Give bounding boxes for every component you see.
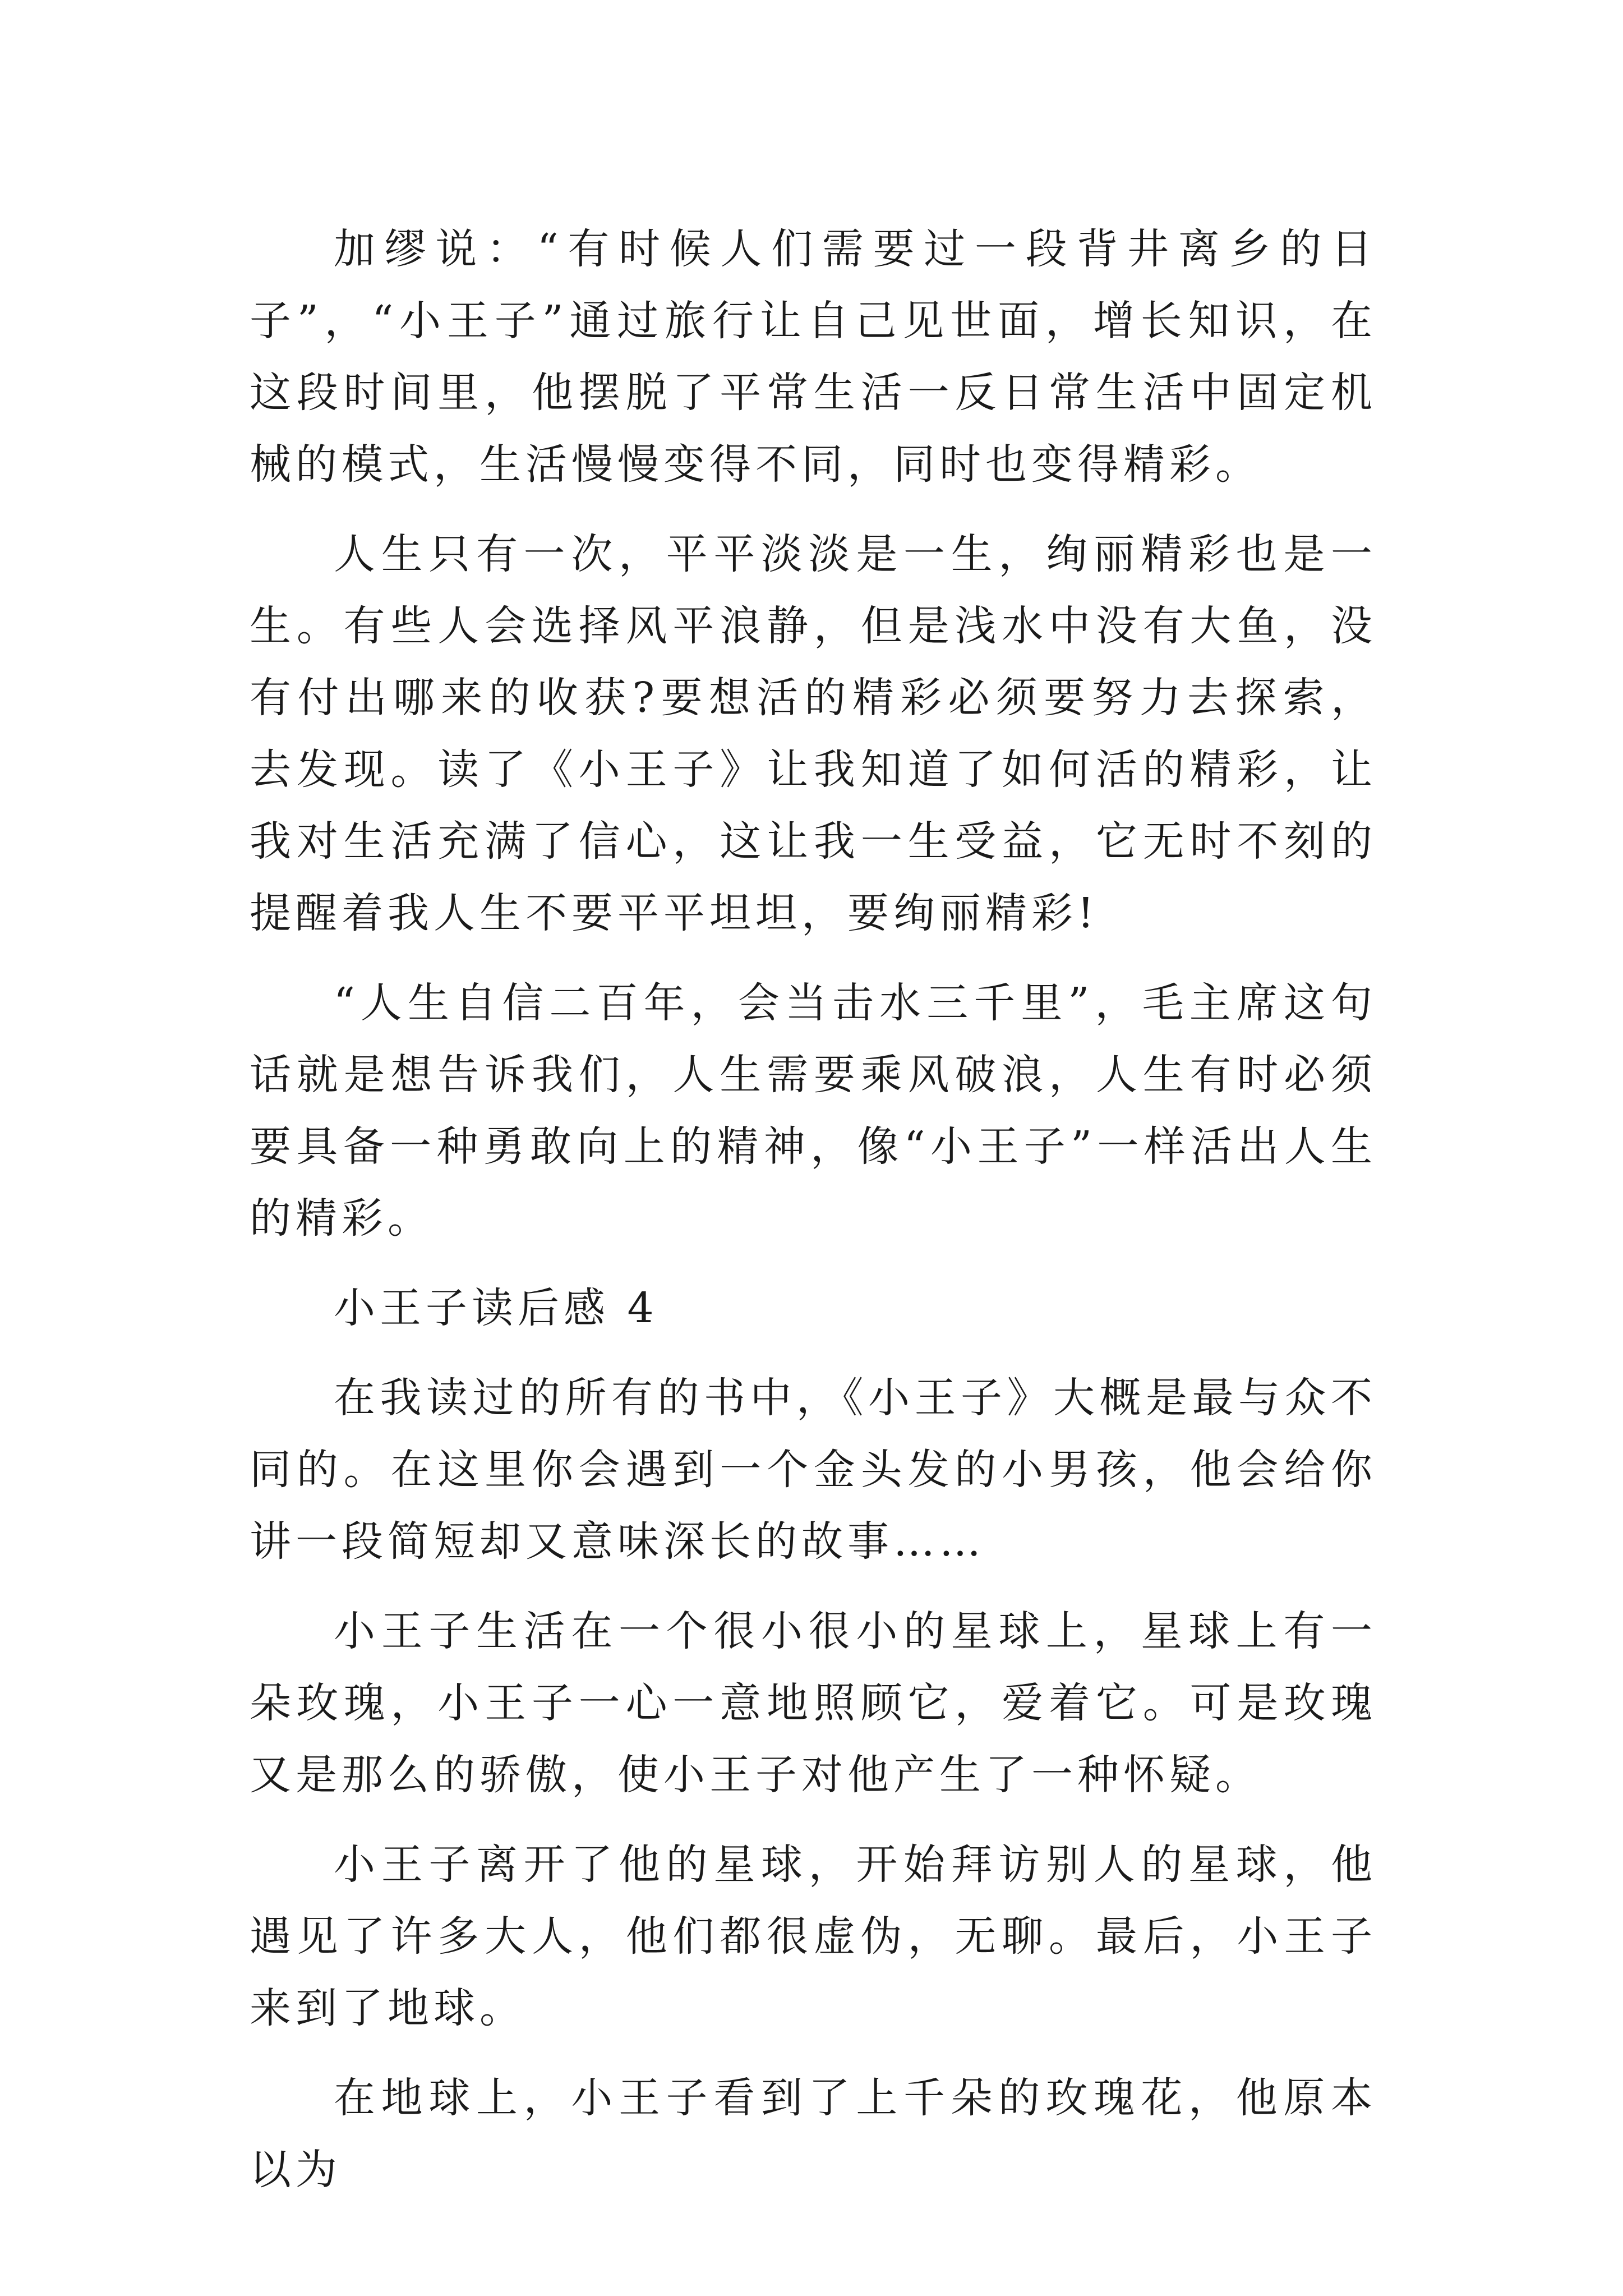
paragraph: 加缪说：“有时候人们需要过一段背井离乡的日子”，“小王子”通过旅行让自己见世面，增长知识，在这段时间里，他摆脱了平常生活一反日常生活中固定机械的模式，生活慢慢变得不同，同时也变得精彩。	[250, 225, 1377, 489]
paragraph: 在我读过的所有的书中，《小王子》大概是最与众不同的。在这里你会遇到一个金头发的小男孩，他会给你讲一段简短却又意味深长的故事……	[250, 1374, 1377, 1566]
paragraph: “人生自信二百年，会当击水三千里”，毛主席这句话就是想告诉我们，人生需要乘风破浪，人生有时必须要具备一种勇敢向上的精神，像“小王子”一样活出人生的精彩。	[250, 979, 1377, 1243]
document-body	[250, 213, 1377, 2224]
paragraph: 在地球上，小王子看到了上千朵的玫瑰花，他原本以为	[250, 2074, 1377, 2194]
section-title: 小王子读后感 4	[334, 1284, 658, 1332]
paragraph: 小王子生活在一个很小很小的星球上，星球上有一朵玫瑰，小王子一心一意地照顾它，爱着它。可是玫瑰又是那么的骄傲，使小王子对他产生了一种怀疑。	[250, 1607, 1377, 1799]
paragraph: 小王子离开了他的星球，开始拜访别人的星球，他遇见了许多大人，他们都很虚伪，无聊。最后，小王子来到了地球。	[250, 1841, 1377, 2032]
paragraph: 人生只有一次，平平淡淡是一生，绚丽精彩也是一生。有些人会选择风平浪静，但是浅水中没有大鱼，没有付出哪来的收获?要想活的精彩必须要努力去探索，去发现。读了《小王子》让我知道了如何活的精彩，让我对生活充满了信心，这让我一生受益，它无时不刻的提醒着我人生不要平平坦坦，要绚丽精彩!	[250, 530, 1377, 937]
